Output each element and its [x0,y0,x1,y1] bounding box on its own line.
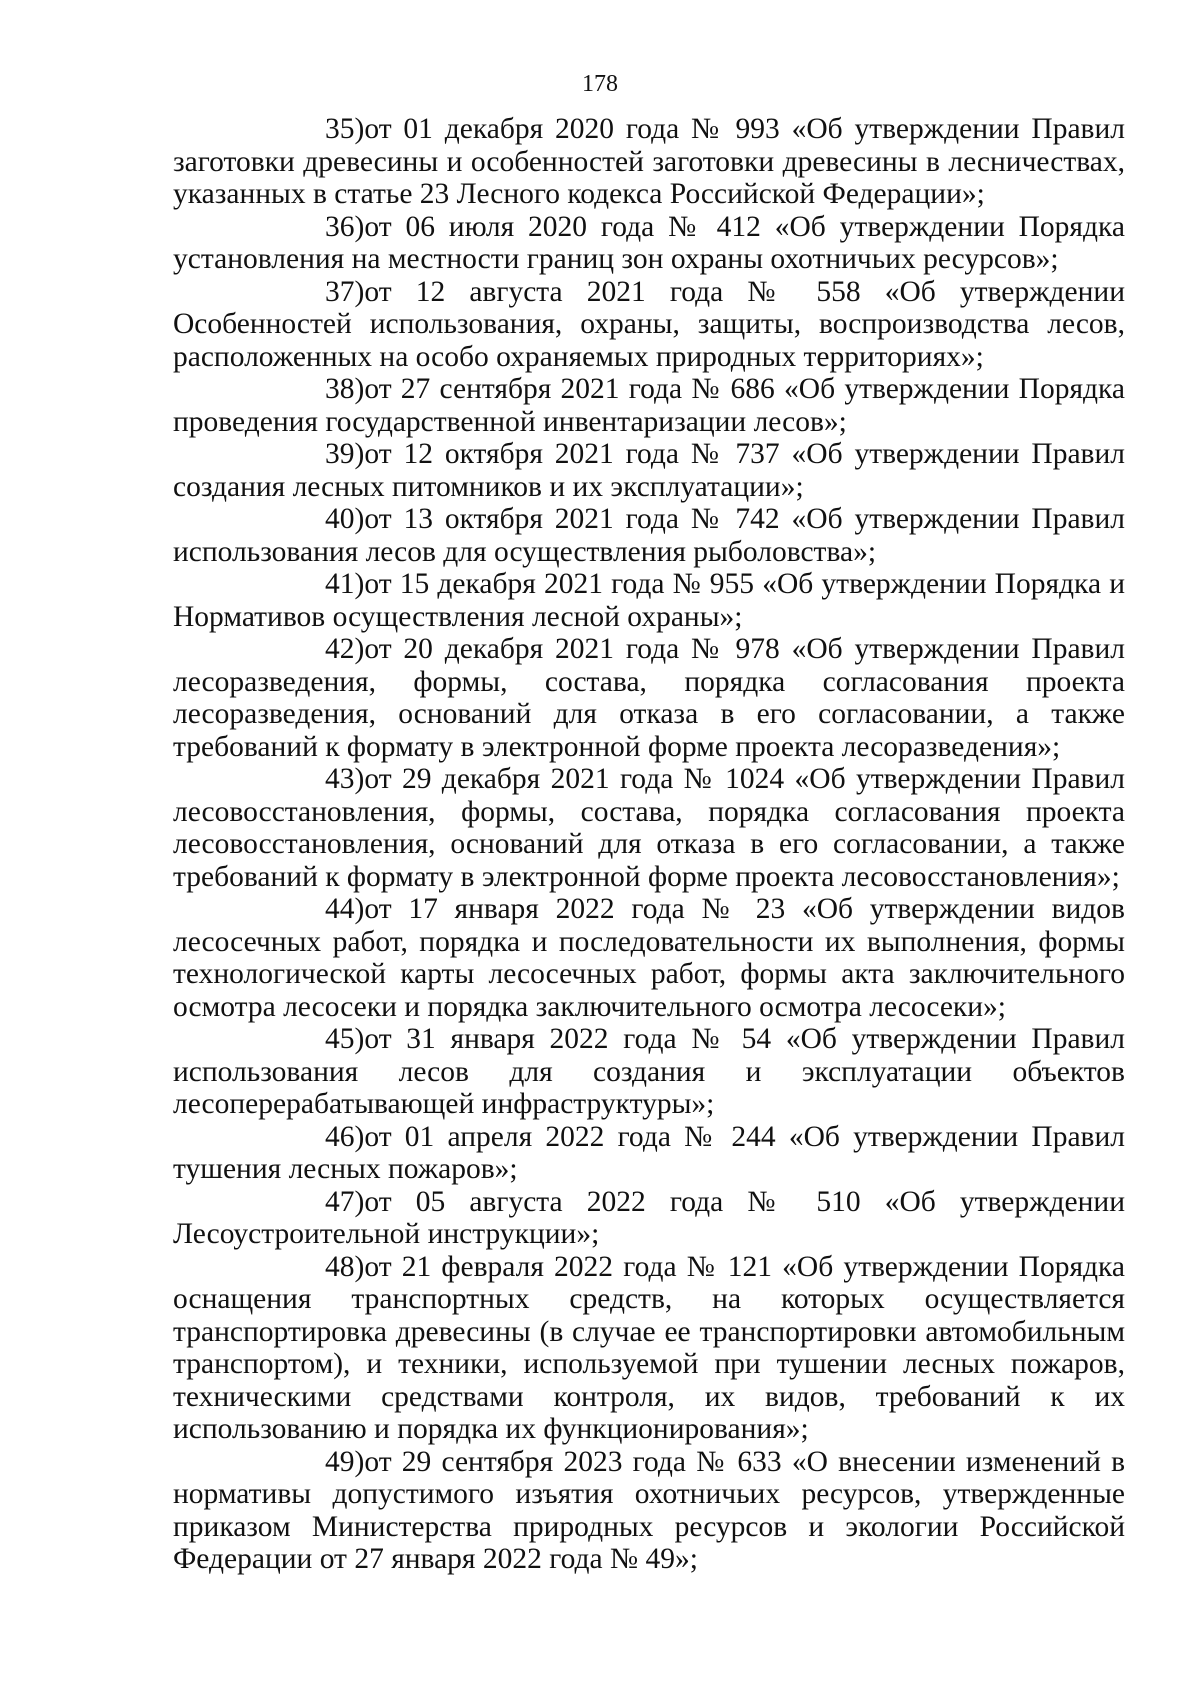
list-item [173,893,1125,1023]
list-item [173,113,1125,211]
list-item [173,1023,1125,1121]
item-text: от 29 декабря 2021 года № 1024 «Об утверждении Правил лесовосстановления, формы, состава, порядка согласования проекта лесовосстановления, оснований для отказа в его согласовании, а также требований к формату в электронной форме проекта лесовосстановления»; [173,763,1125,893]
page-number: 178 [582,71,618,97]
item-text: от 20 декабря 2021 года № 978 «Об утверждении Правил лесоразведения, формы, состава, порядка согласования проекта лесоразведения, оснований для отказа в его согласовании, а также требований к формату в электронной форме проекта лесоразведения»; [173,633,1125,763]
list-item [173,1251,1125,1446]
item-number: 45) [325,1023,365,1055]
item-text: от 01 декабря 2020 года № 993 «Об утверждении Правил заготовки древесины и особенностей заготовки древесины в лесничествах, указанных в статье 23 Лесного кодекса Российской Федерации»; [173,113,1125,210]
list-item [173,1186,1125,1251]
item-text: от 13 октября 2021 года № 742 «Об утверждении Правил использования лесов для осуществления рыболовства»; [173,503,1125,568]
item-number: 48) [325,1250,365,1283]
item-text: от 31 января 2022 года № 54 «Об утверждении Правил использования лесов для создания и эксплуатации объектов лесоперерабатывающей инфраструктуры»; [173,1023,1125,1120]
item-number: 39) [325,438,365,470]
item-number: 40) [325,503,365,535]
list-item [173,438,1125,503]
item-number: 36) [325,210,365,243]
item-number: 47) [325,1185,365,1218]
item-text: от 06 июля 2020 года № 412 «Об утверждении Порядка установления на местности границ зон охраны охотничьих ресурсов»; [173,210,1125,275]
item-text: от 21 февраля 2022 года № 121 «Об утверждении Порядка оснащения транспортных средств, на которых осуществляется транспортировка древесины (в случае ее транспортировки автомобильным транспортом), и техники, используемой при тушении лесных пожаров, техническими средствами контроля, их видов, требований к их использованию и порядка их функционирования»; [173,1250,1125,1445]
item-number: 38) [325,373,365,405]
item-text: от 12 октября 2021 года № 737 «Об утверждении Правил создания лесных питомников и их эксплуатации»; [173,438,1125,503]
item-text: от 29 сентября 2023 года № 633 «О внесении изменений в нормативы допустимого изъятия охотничьих ресурсов, утвержденные приказом Министерства природных ресурсов и экологии Российской Федерации от 27 января 2022 года № 49»; [173,1445,1125,1575]
item-text: от 27 сентября 2021 года № 686 «Об утверждении Порядка проведения государственной инвентаризации лесов»; [173,373,1125,438]
item-number: 49) [325,1445,365,1478]
item-number: 42) [325,633,365,665]
list-item [173,1121,1125,1186]
item-number: 37) [325,275,365,308]
item-text: от 17 января 2022 года № 23 «Об утверждении видов лесосечных работ, порядка и последовательности их выполнения, формы технологической карты лесосечных работ, формы акта заключительного осмотра лесосеки и порядка заключительного осмотра лесосеки»; [173,893,1125,1023]
item-text: от 12 августа 2021 года № 558 «Об утверждении Особенностей использования, охраны, защиты, воспроизводства лесов, расположенных на особо охраняемых природных территориях»; [173,275,1125,373]
item-text: от 01 апреля 2022 года № 244 «Об утверждении Правил тушения лесных пожаров»; [173,1120,1125,1185]
item-text: от 15 декабря 2021 года № 955 «Об утверждении Порядка и Нормативов осуществления лесной охраны»; [173,568,1125,633]
list-item [173,1446,1125,1576]
list-item [173,503,1125,568]
list-item [173,373,1125,438]
list-item [173,633,1125,763]
list-item [173,763,1125,893]
item-number: 35) [325,113,365,145]
list-item [173,211,1125,276]
list-item [173,568,1125,633]
item-text: от 05 августа 2022 года № 510 «Об утверждении Лесоустроительной инструкции»; [173,1185,1125,1250]
item-number: 41) [325,568,365,600]
item-number: 46) [325,1120,365,1153]
item-number: 44) [325,893,365,925]
document-body [173,113,1125,1576]
item-number: 43) [325,763,365,795]
list-item [173,276,1125,374]
